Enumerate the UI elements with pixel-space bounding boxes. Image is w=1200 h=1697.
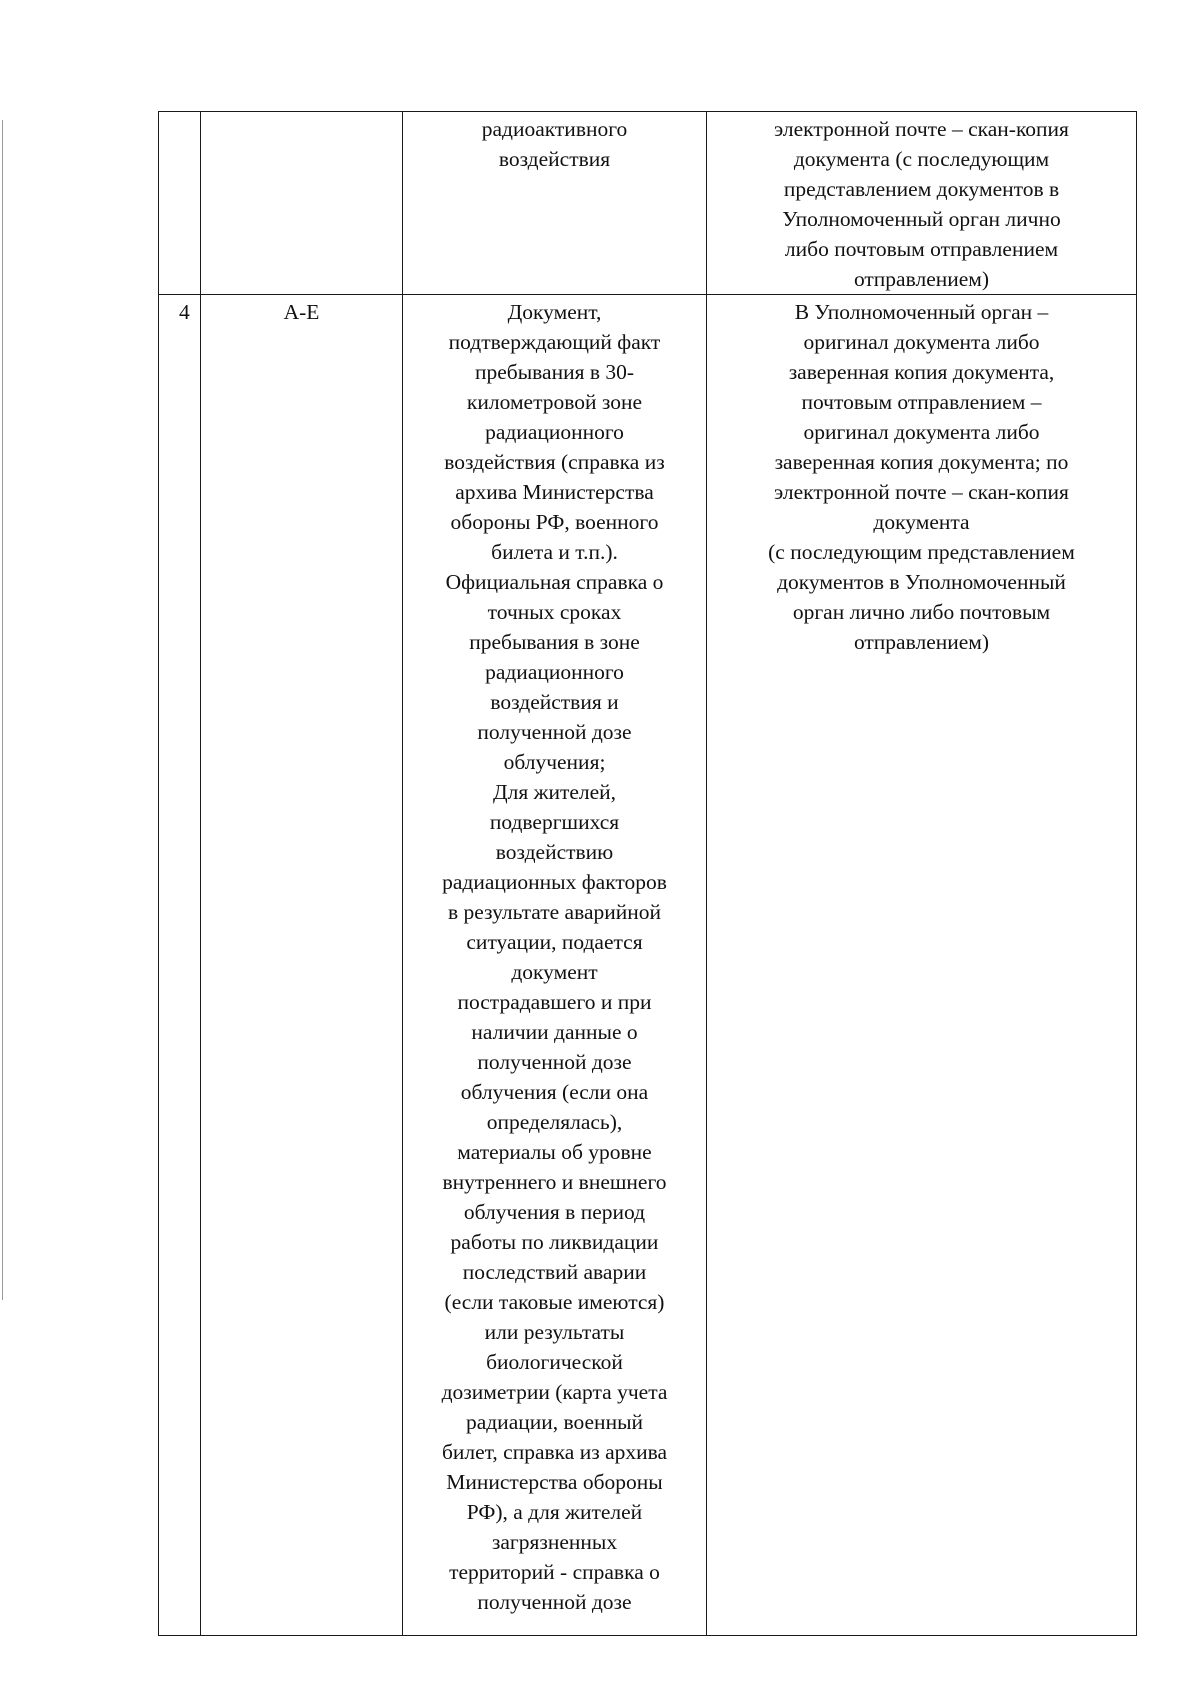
category-cell: А-Е xyxy=(201,295,403,1636)
submission-method-cell: В Уполномоченный орган – оригинал документа либо заверенная копия документа, почтовым отправлением – оригинал документа либо заверенная копия документа; по электронной почте – скан-копия документа (с последующим представлением документов в Уполномоченный орган лично либо почтовым отправлением) xyxy=(707,295,1137,1636)
category-cell xyxy=(201,112,403,295)
document-cell: Документ, подтверждающий факт пребывания в 30- километровой зоне радиационного воздействия (справка из архива Министерства обороны РФ, военного билета и т.п.). Официальная справка о точных сроках пребывания в зоне радиационного воздействия и полученной дозе облучения; Для жителей, подвергшихся воздействию радиационных факторов в результате аварийной ситуации, подается документ пострадавшего и при наличии данные о полученной дозе облучения (если она определялась), материалы об уровне внутреннего и внешнего облучения в период работы по ликвидации последствий аварии (если таковые имеются) или результаты биологической дозиметрии (карта учета радиации, военный билет, справка из архива Министерства обороны РФ), а для жителей загрязненных территорий - справка о полученной дозе xyxy=(403,295,707,1636)
table-row xyxy=(159,295,1137,1636)
row-number-cell xyxy=(159,112,201,295)
row-number-cell: 4 xyxy=(159,295,201,1636)
submission-method-cell: электронной почте – скан-копия документа (с последующим представлением документов в Уполномоченный орган лично либо почтовым отправлением отправлением) xyxy=(707,112,1137,295)
scan-edge-line xyxy=(2,120,3,1300)
table-row xyxy=(159,112,1137,295)
document-cell: радиоактивного воздействия xyxy=(403,112,707,295)
requirements-table xyxy=(158,111,1137,1636)
